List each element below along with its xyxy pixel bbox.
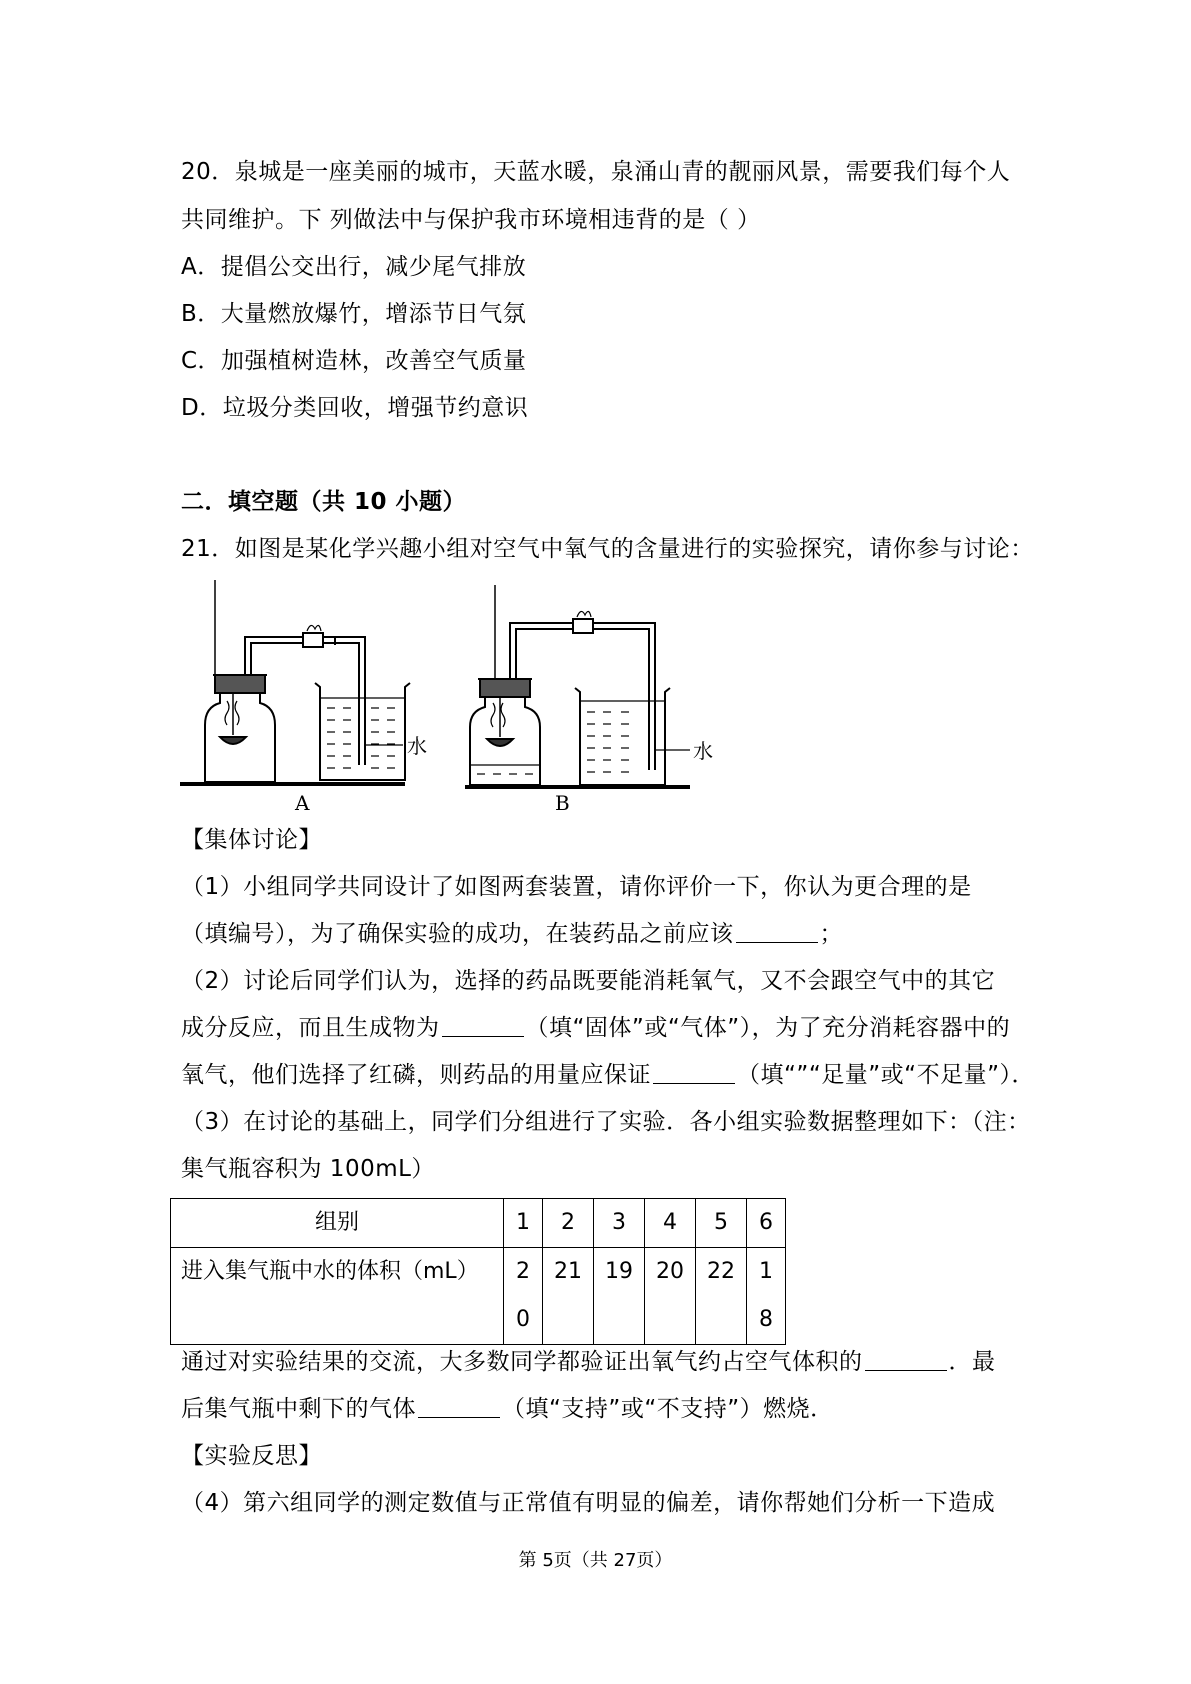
table-cell: 22 (696, 1248, 747, 1345)
table-cell: 20 (645, 1248, 696, 1345)
discussion-heading: 【集体讨论】 (181, 827, 322, 853)
q21-part3-line2: 集气瓶容积为 100mL） (181, 1156, 435, 1182)
answer-blank (442, 1012, 524, 1037)
q21-part2-line1: （2）讨论后同学们认为，选择的药品既要能消耗氧气，又不会跟空气中的其它 (181, 968, 996, 994)
q20-stem-line1: 20．泉城是一座美丽的城市，天蓝水暖，泉涌山青的靓丽风景，需要我们每个人 (181, 159, 1011, 185)
q21-part2-line2: 成分反应，而且生成物为 （填“固体”或“气体”），为了充分消耗容器中的 (181, 1012, 1010, 1044)
setup-a-label: A (295, 791, 310, 815)
conclusion-line1: 通过对实验结果的交流，大多数同学都验证出氧气约占空气体积的 ．最 (181, 1346, 996, 1378)
table-cell: 6 (747, 1199, 786, 1248)
setup-a (180, 580, 410, 784)
q21-part4-line1: （4）第六组同学的测定数值与正常值有明显的偏差，请你帮她们分析一下造成 (181, 1490, 996, 1516)
answer-blank (653, 1059, 735, 1084)
q21-part2-line3: 氧气，他们选择了红磷，则药品的用量应保证 （填“”“足量”或“不足量”）． (181, 1059, 1035, 1091)
table-cell: 3 (594, 1199, 645, 1248)
q20-option-d: D．垃圾分类回收，增强节约意识 (181, 395, 529, 421)
q21-intro: 21．如图是某化学兴趣小组对空气中氧气的含量进行的实验探究，请你参与讨论： (181, 536, 1034, 562)
table-row (171, 1199, 786, 1248)
q21-part1-line2: （填编号），为了确保实验的成功，在装药品之前应该 ； (181, 918, 843, 950)
setup-b-label: B (555, 791, 570, 815)
conclusion-line2: 后集气瓶中剩下的气体 （填“支持”或“不支持”）燃烧． (181, 1393, 834, 1425)
table-cell: 2 (543, 1199, 594, 1248)
q21-part3-line1: （3）在讨论的基础上，同学们分组进行了实验．各小组实验数据整理如下：（注： (181, 1109, 1031, 1135)
answer-blank (418, 1393, 500, 1418)
answer-blank (865, 1346, 947, 1371)
q20-option-b: B．大量燃放爆竹，增添节日气氛 (181, 301, 527, 327)
table-cell: 1 (504, 1199, 543, 1248)
setup-b (465, 585, 690, 787)
table-cell: 21 (543, 1248, 594, 1345)
table-cell: 2 0 (504, 1248, 543, 1345)
answer-blank (736, 918, 818, 943)
q20-option-c: C．加强植树造林，改善空气质量 (181, 348, 527, 374)
water-label-b: 水 (693, 739, 713, 763)
reflection-heading: 【实验反思】 (181, 1443, 322, 1469)
q20-option-a: A．提倡公交出行，减少尾气排放 (181, 254, 527, 280)
page-footer: 第 5页（共 27页） (518, 1550, 673, 1571)
data-table (170, 1198, 786, 1345)
table-row (171, 1248, 786, 1345)
q21-part1-line1: （1）小组同学共同设计了如图两套装置，请你评价一下，你认为更合理的是 (181, 874, 972, 900)
apparatus-figure (175, 575, 895, 815)
section-title: 二．填空题（共 10 小题） (181, 489, 467, 515)
table-cell: 4 (645, 1199, 696, 1248)
q20-stem-line2: 共同维护。下 列做法中与保护我市环境相违背的是（ ） (181, 207, 761, 233)
table-row-header: 组别 (171, 1199, 504, 1248)
table-cell: 19 (594, 1248, 645, 1345)
water-label-a: 水 (407, 734, 427, 758)
table-row-header: 进入集气瓶中水的体积（mL） (171, 1248, 504, 1345)
table-cell: 5 (696, 1199, 747, 1248)
table-cell: 1 8 (747, 1248, 786, 1345)
